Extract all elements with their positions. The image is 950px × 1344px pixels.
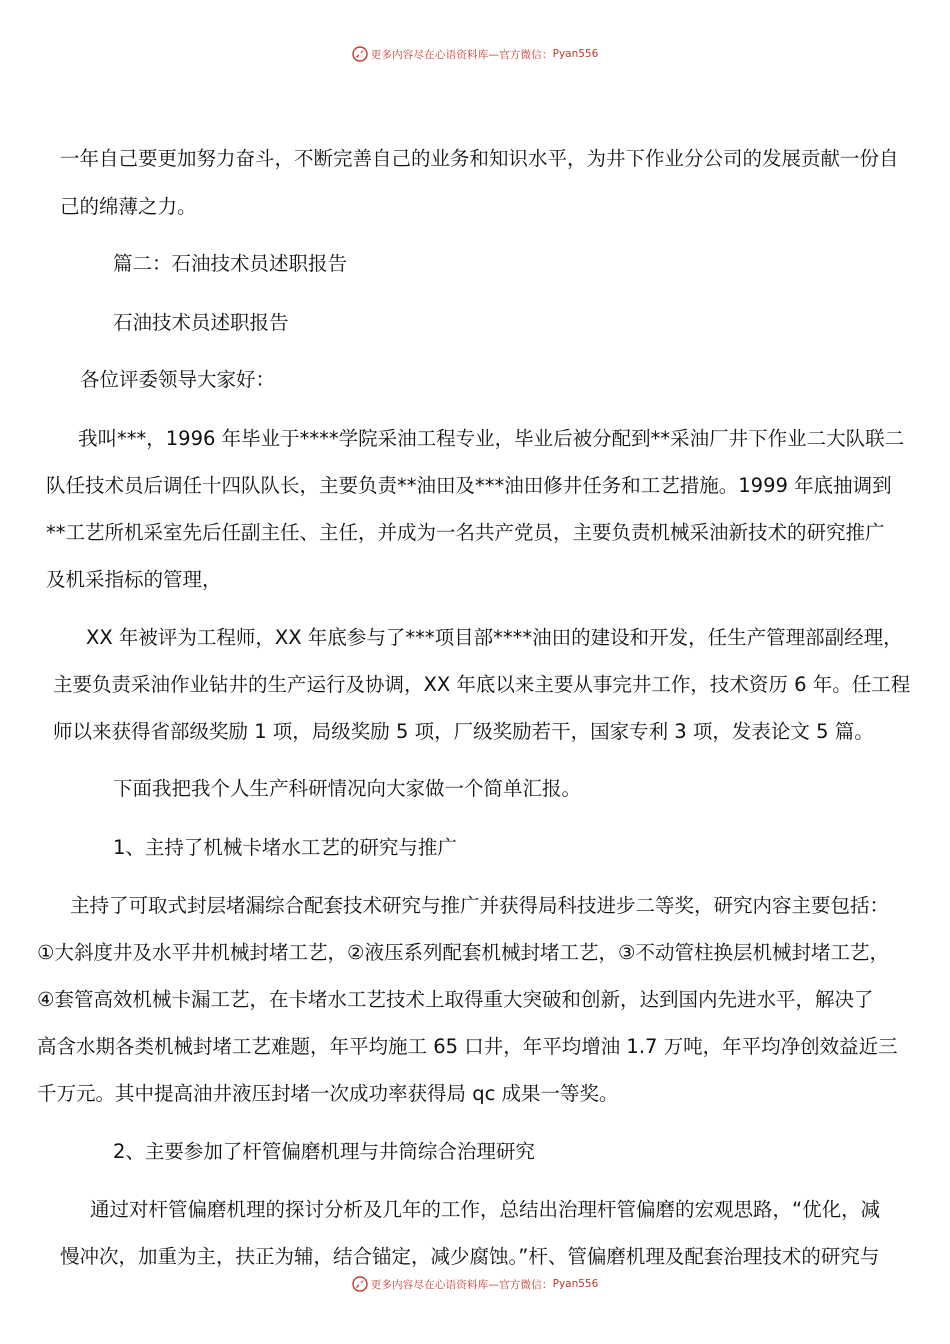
text-line: 高含水期各类机械封堵工艺难题，年平均施工 65 口井，年平均增油 1.7 万吨，年平均净创效益近三 [37,1035,898,1058]
report-title: 石油技术员述职报告 [113,311,289,334]
text-line: 慢冲次，加重为主，扶正为辅，结合锚定，减少腐蚀。”杆、管偏磨机理及配套治理技术的研究与 [60,1245,880,1268]
text-line: 及机采指标的管理， [46,568,222,591]
header-banner [0,43,950,65]
text-line: 队任技术员后调任十四队队长，主要负责**油田及***油田修井任务和工艺措施。1999 年底抽调到 [46,474,892,497]
text-line: 师以来获得省部级奖励 1 项，局级奖励 5 项，厂级奖励若干，国家专利 3 项，发表论文 5 篇。 [53,720,874,743]
text-line: 下面我把我个人生产科研情况向大家做一个简单汇报。 [113,777,582,800]
text-line: 己的绵薄之力。 [60,195,197,218]
text-line: 主持了可取式封层堵漏综合配套技术研究与推广并获得局科技进步二等奖，研究内容主要包括： [70,894,890,917]
text-line: XX 年被评为工程师，XX 年底参与了***项目部****油田的建设和开发，任生产管理部副经理， [86,626,903,649]
subsection-heading: 2、主要参加了杆管偏磨机理与井筒综合治理研究 [113,1140,535,1163]
text-line: 千万元。其中提高油井液压封堵一次成功率获得局 qc 成果一等奖。 [37,1082,619,1105]
footer-banner [0,1273,950,1295]
subsection-heading: 1、主持了机械卡堵水工艺的研究与推广 [113,836,457,859]
footer-wechat-id: Pyan556 [552,1278,599,1290]
section-heading: 篇二：石油技术员述职报告 [113,252,348,275]
salutation: 各位评委领导大家好： [80,368,276,391]
text-line: 主要负责采油作业钻井的生产运行及协调，XX 年底以来主要从事完井工作，技术资历 6 年。任工程 [53,673,911,696]
header-banner-text: 更多内容尽在心语资料库—官方微信： [370,48,553,61]
footer-banner-text: 更多内容尽在心语资料库—官方微信： [370,1278,553,1291]
header-wechat-id: Pyan556 [552,48,599,60]
text-line: **工艺所机采室先后任副主任、主任，并成为一名共产党员，主要负责机械采油新技术的研究推广 [46,521,885,544]
brand-logo-icon [352,46,368,62]
text-line: ④套管高效机械卡漏工艺，在卡堵水工艺技术上取得重大突破和创新，达到国内先进水平，解决了 [37,988,874,1011]
text-line: 一年自己要更加努力奋斗，不断完善自己的业务和知识水平，为井下作业分公司的发展贡献一份自 [60,147,899,170]
text-line: ①大斜度井及水平井机械封堵工艺，②液压系列配套机械封堵工艺，③不动管柱换层机械封堵工艺， [37,941,889,964]
brand-logo-icon [352,1276,368,1292]
text-line: 我叫***，1996 年毕业于****学院采油工程专业，毕业后被分配到**采油厂井下作业二大队联二 [78,427,905,450]
text-line: 通过对杆管偏磨机理的探讨分析及几年的工作，总结出治理杆管偏磨的宏观思路，“优化，减 [90,1198,881,1221]
